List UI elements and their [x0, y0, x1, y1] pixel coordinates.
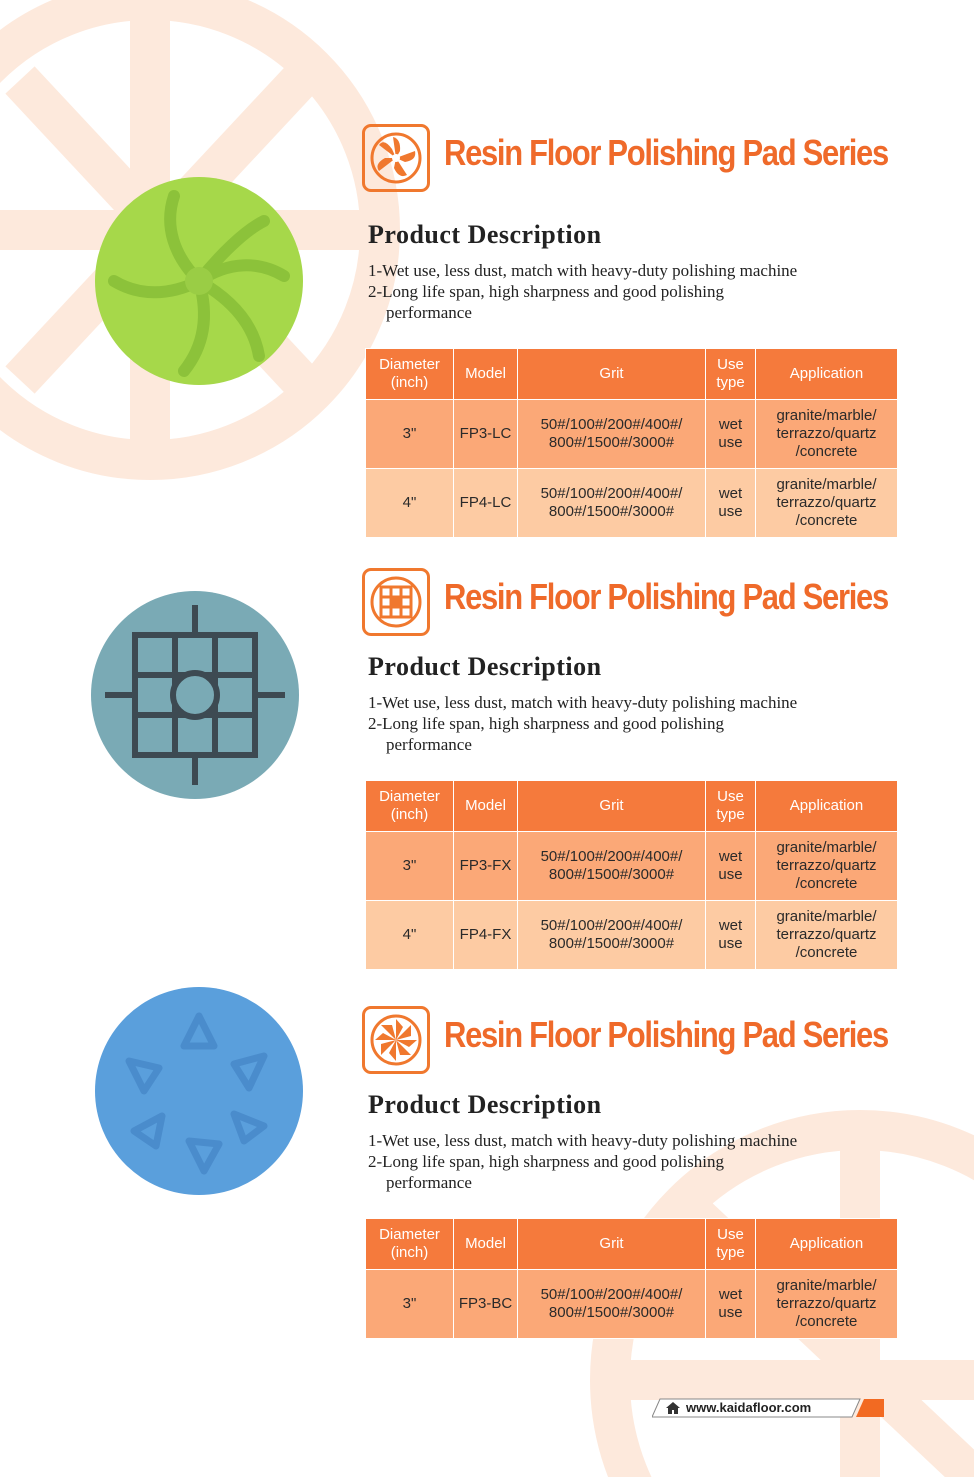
description-line-2: 2-Long life span, high sharpness and good polishing: [368, 1152, 725, 1171]
green-spiral-pad-image: [94, 176, 304, 386]
header-use-type: Use type: [706, 781, 756, 832]
cell-grit: 50#/100#/200#/400#/ 800#/1500#/3000#: [518, 901, 706, 970]
table-header-row: [366, 1219, 898, 1270]
cell-grit: 50#/100#/200#/400#/ 800#/1500#/3000#: [518, 400, 706, 469]
header-application: Application: [756, 349, 898, 400]
product-description-heading: Product Description: [368, 220, 602, 249]
cell-grit: 50#/100#/200#/400#/ 800#/1500#/3000#: [518, 469, 706, 538]
product-section-2: [0, 444, 974, 961]
spec-table: [365, 1218, 898, 1339]
cell-use-type: wet use: [706, 469, 756, 538]
section-title-row: [362, 568, 922, 640]
header-model: Model: [454, 781, 518, 832]
cell-diameter: 3": [366, 832, 454, 901]
series-title: Resin Floor Polishing Pad Series: [444, 1014, 888, 1055]
header-application: Application: [756, 781, 898, 832]
description-line-2: 2-Long life span, high sharpness and good polishing: [368, 714, 725, 733]
cell-application: granite/marble/ terrazzo/quartz /concrete: [756, 469, 898, 538]
header-model: Model: [454, 1219, 518, 1270]
description-line-2: 2-Long life span, high sharpness and good polishing: [368, 282, 725, 301]
product-section-3: [0, 882, 974, 1330]
header-diameter: Diameter (inch): [366, 349, 454, 400]
description-line-1: 1-Wet use, less dust, match with heavy-duty polishing machine: [368, 261, 798, 280]
spiral-fan-icon: [362, 124, 430, 192]
pinwheel-icon: [362, 1006, 430, 1074]
header-grit: Grit: [518, 349, 706, 400]
cell-diameter: 4": [366, 469, 454, 538]
home-icon: [666, 1402, 680, 1414]
cell-application: granite/marble/ terrazzo/quartz /concrete: [756, 1270, 898, 1339]
product-description-text: [368, 260, 908, 323]
cell-diameter: 3": [366, 400, 454, 469]
description-line-3: performance: [386, 303, 472, 322]
teal-grid-pad-image: [90, 590, 300, 800]
blue-arrow-pad-image: [94, 986, 304, 1196]
header-diameter: Diameter (inch): [366, 1219, 454, 1270]
header-use-type: Use type: [706, 349, 756, 400]
cell-model: FP4-LC: [454, 469, 518, 538]
header-use-type: Use type: [706, 1219, 756, 1270]
cell-diameter: 4": [366, 901, 454, 970]
description-line-1: 1-Wet use, less dust, match with heavy-duty polishing machine: [368, 693, 798, 712]
description-line-3: performance: [386, 1173, 472, 1192]
section-title-row: [362, 1006, 922, 1078]
table-header-row: [366, 781, 898, 832]
cell-use-type: wet use: [706, 832, 756, 901]
product-description-text: [368, 692, 908, 755]
footer-website-link[interactable]: www.kaidafloor.com: [686, 1400, 812, 1415]
section-title-row: [362, 124, 922, 196]
cell-application: granite/marble/ terrazzo/quartz /concrete: [756, 832, 898, 901]
series-title: Resin Floor Polishing Pad Series: [444, 132, 888, 173]
product-section-1: [0, 0, 974, 529]
product-description-heading: Product Description: [368, 1090, 602, 1119]
cell-application: granite/marble/ terrazzo/quartz /concrete: [756, 400, 898, 469]
cell-grit: 50#/100#/200#/400#/ 800#/1500#/3000#: [518, 832, 706, 901]
table-row: [366, 1270, 898, 1339]
cell-grit: 50#/100#/200#/400#/ 800#/1500#/3000#: [518, 1270, 706, 1339]
cell-model: FP3-LC: [454, 400, 518, 469]
grid-pattern-icon: [362, 568, 430, 636]
header-grit: Grit: [518, 1219, 706, 1270]
cell-application: granite/marble/ terrazzo/quartz /concrete: [756, 901, 898, 970]
table-header-row: [366, 349, 898, 400]
header-grit: Grit: [518, 781, 706, 832]
cell-model: FP3-FX: [454, 832, 518, 901]
series-title: Resin Floor Polishing Pad Series: [444, 576, 888, 617]
cell-model: FP4-FX: [454, 901, 518, 970]
cell-use-type: wet use: [706, 400, 756, 469]
description-line-1: 1-Wet use, less dust, match with heavy-duty polishing machine: [368, 1131, 798, 1150]
header-model: Model: [454, 349, 518, 400]
cell-model: FP3-BC: [454, 1270, 518, 1339]
cell-diameter: 3": [366, 1270, 454, 1339]
cell-use-type: wet use: [706, 901, 756, 970]
header-application: Application: [756, 1219, 898, 1270]
cell-use-type: wet use: [706, 1270, 756, 1339]
header-diameter: Diameter (inch): [366, 781, 454, 832]
product-description-text: [368, 1130, 908, 1193]
description-line-3: performance: [386, 735, 472, 754]
product-description-heading: Product Description: [368, 652, 602, 681]
